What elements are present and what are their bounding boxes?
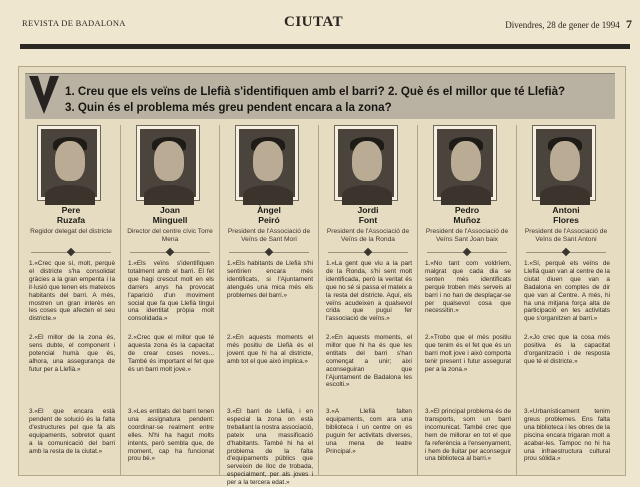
interviewee-last-name: Peiró	[258, 215, 280, 225]
interviewee-first-name: Joan	[159, 205, 181, 215]
portrait-photo	[433, 125, 497, 201]
diamond-icon	[265, 248, 273, 256]
answer-1: 1.«Sí, perquè els veïns de Llefià quan van al centre de la ciutat diuen que van a Badalona en comptes de dir que van al Centre. A més, hi ha una mitjana força alta de participació en les activitats que s'organitzen al barri.»	[524, 260, 610, 323]
interviewee-column	[124, 125, 216, 477]
interviewee-columns	[25, 125, 621, 487]
section-title: CIUTAT	[284, 14, 344, 30]
interviewee-column	[322, 125, 414, 477]
issue-date	[505, 17, 632, 32]
interviewee-first-name: Àngel	[257, 205, 281, 215]
diamond-icon	[562, 248, 570, 256]
page-number: 7	[626, 17, 632, 31]
interviewee-role: President de l'Associació de Veïns de Sant Mori	[227, 228, 311, 244]
column-divider	[318, 125, 319, 475]
interviewee-first-name: Pedro	[454, 205, 480, 215]
interviewee-column	[223, 125, 315, 487]
interviewee-role: Director del centre cívic Torre Mena	[127, 228, 213, 244]
diamond-icon	[67, 248, 75, 256]
portrait-photo	[532, 125, 596, 201]
answer-2: 2.«Jo crec que la cosa més positiva és la capacitat d'organització i de resposta que té el districte.»	[524, 334, 610, 365]
interviewee-last-name: Font	[358, 215, 378, 225]
answer-1: 1.«Els veïns s'identifiquen totalment amb el barri. El fet que hagi crescut molt en els darrers anys ha provocat l'aparició d'un moviment social que fa que Llefià tingui una identitat pròpia molt consolidada.»	[128, 260, 214, 323]
answer-1: 1.«Els habitants de Llefià s'hi sentirien encara més identificats, si l'Ajuntament atengués una mica més els problemes del barri.»	[227, 260, 313, 299]
interviewee-first-name: Pere	[61, 205, 81, 215]
answer-1: 1.«La gent que viu a la part de la Ronda, s'hi sent molt identificada, però la veritat és que no sé si passa el mateix a la resta del districte. Aquí, els veïns acudeixen a qualsevol crida que pugui fer l'associació de veïns.»	[326, 260, 412, 323]
column-divider	[120, 125, 121, 475]
answer-3: 3.«Les entitats del barri tenen una assignatura pendent: coordinar-se realment entre elles. N'hi ha hagut molts intents, però sembla que, de moment, cap ha funcionat prou bé.»	[128, 408, 214, 463]
publication-name: REVISTA DE BADALONA	[22, 18, 126, 28]
interviewee-role: President de l'Associació de Veïns de Sant Antoni	[524, 228, 608, 244]
answer-2: 2.«En aquests moments el més positiu de Llefià és el jovent que hi ha al districte, amb tot el que això implica.»	[227, 334, 313, 365]
answer-2: 2.«Trobo que el més positiu que tenim és el fet que és un barri molt jove i això comporta tenir present i futur assegurat per a la zona.»	[425, 334, 511, 373]
interviewee-column	[421, 125, 513, 477]
answer-3: 3.«A Llefià falten equipaments, com ara una biblioteca i un centre on es puguin fer activitats diverses, una mena de teatre Principal.»	[326, 408, 412, 455]
column-divider	[219, 125, 220, 475]
diamond-icon	[364, 248, 372, 256]
answer-2: 2.«En aquests moments, el millor que hi ha és que les entitats del barri s'han començat a unir; així aconseguiran que l'Ajuntament de Badalona les escolti.»	[326, 334, 412, 389]
answer-3: 3.«El que encara està pendent de solució és la falta d'estructures pel que fa als equipaments, sobretot quant a la comunicació del barri amb la resta de la ciutat.»	[29, 408, 115, 455]
answer-3: 3.«El barri de Llefià, i en especial la zona on està treballant la nostra associació, pateix una massificació d'habitants. També hi ha el problema de la falta d'equipaments públics que serveixin de lloc de trobada, especialment, per als joves i per a la tercera edat.»	[227, 408, 313, 487]
column-divider	[417, 125, 418, 475]
interviewee-column	[520, 125, 612, 477]
diamond-icon	[166, 248, 174, 256]
v-logo-icon	[29, 76, 59, 114]
portrait-photo	[37, 125, 101, 201]
survey-panel	[18, 66, 626, 487]
diamond-icon	[463, 248, 471, 256]
answer-3: 3.«El principal problema és de transports, som un barri incomunicat. També crec que hem de millorar en tot el que fa referència a l'ensenyament, i hem de lluitar per aconseguir una biblioteca al barri.»	[425, 408, 511, 463]
questions-header	[25, 73, 615, 119]
masthead-rule	[20, 44, 630, 49]
answer-3: 3.«Urbanísticament tenim greus problemes. Ens falta una biblioteca i les obres de la piscina encara trigaran molt a acabar-les. Tampoc no hi ha una infraestructura cultural prou sòlida.»	[524, 408, 610, 463]
answer-1: 1.«No tant com voldríem, malgrat que cada dia se senten més identificats perquè troben més serveis al barri i no han de desplaçar-se per qualsevol cosa que necessitin.»	[425, 260, 511, 315]
portrait-photo	[334, 125, 398, 201]
interviewee-column	[25, 125, 117, 477]
interviewee-last-name: Flores	[553, 215, 579, 225]
interviewee-role: President de l'Associació de Veïns Sant Joan baix	[425, 228, 509, 244]
masthead	[22, 16, 632, 30]
question-line-1: 1. Creu que els veïns de Llefià s'identifiquen amb el barri? 2. Què és el millor que té Llefià?	[65, 85, 566, 98]
answer-2: 2.«Crec que el millor que té aquesta zona és la capacitat de crear coses noves... També és important el fet que és un barri molt jove.»	[128, 334, 214, 373]
interviewee-last-name: Muñoz	[453, 215, 481, 225]
date-text: Divendres, 28 de gener de 1994	[505, 20, 620, 30]
interviewee-role: President de l'Associació de Veïns de la Ronda	[326, 228, 410, 244]
interviewee-last-name: Ruzafa	[56, 215, 86, 225]
interviewee-first-name: Jordi	[357, 205, 379, 215]
question-line-2: 3. Quin és el problema més greu pendent encara a la zona?	[65, 101, 392, 114]
answer-1: 1.«Crec que sí, molt, perquè el districte s'ha consolidat gràcies a la gran empenta i la il·lusió que tenen els mateixos habitants del barri. A més, mostren un gran interès en les coses que afecten el seu districte.»	[29, 260, 115, 323]
interviewee-role: Regidor delegat del districte	[30, 228, 112, 235]
portrait-photo	[136, 125, 200, 201]
column-divider	[516, 125, 517, 475]
portrait-photo	[235, 125, 299, 201]
interviewee-last-name: Minguell	[152, 215, 188, 225]
interviewee-first-name: Antoni	[552, 205, 580, 215]
answer-2: 2.«El millor de la zona és, sens dubte, el component i potencial humà que és, alhora, una assegurança de futur per a Llefià.»	[29, 334, 115, 373]
